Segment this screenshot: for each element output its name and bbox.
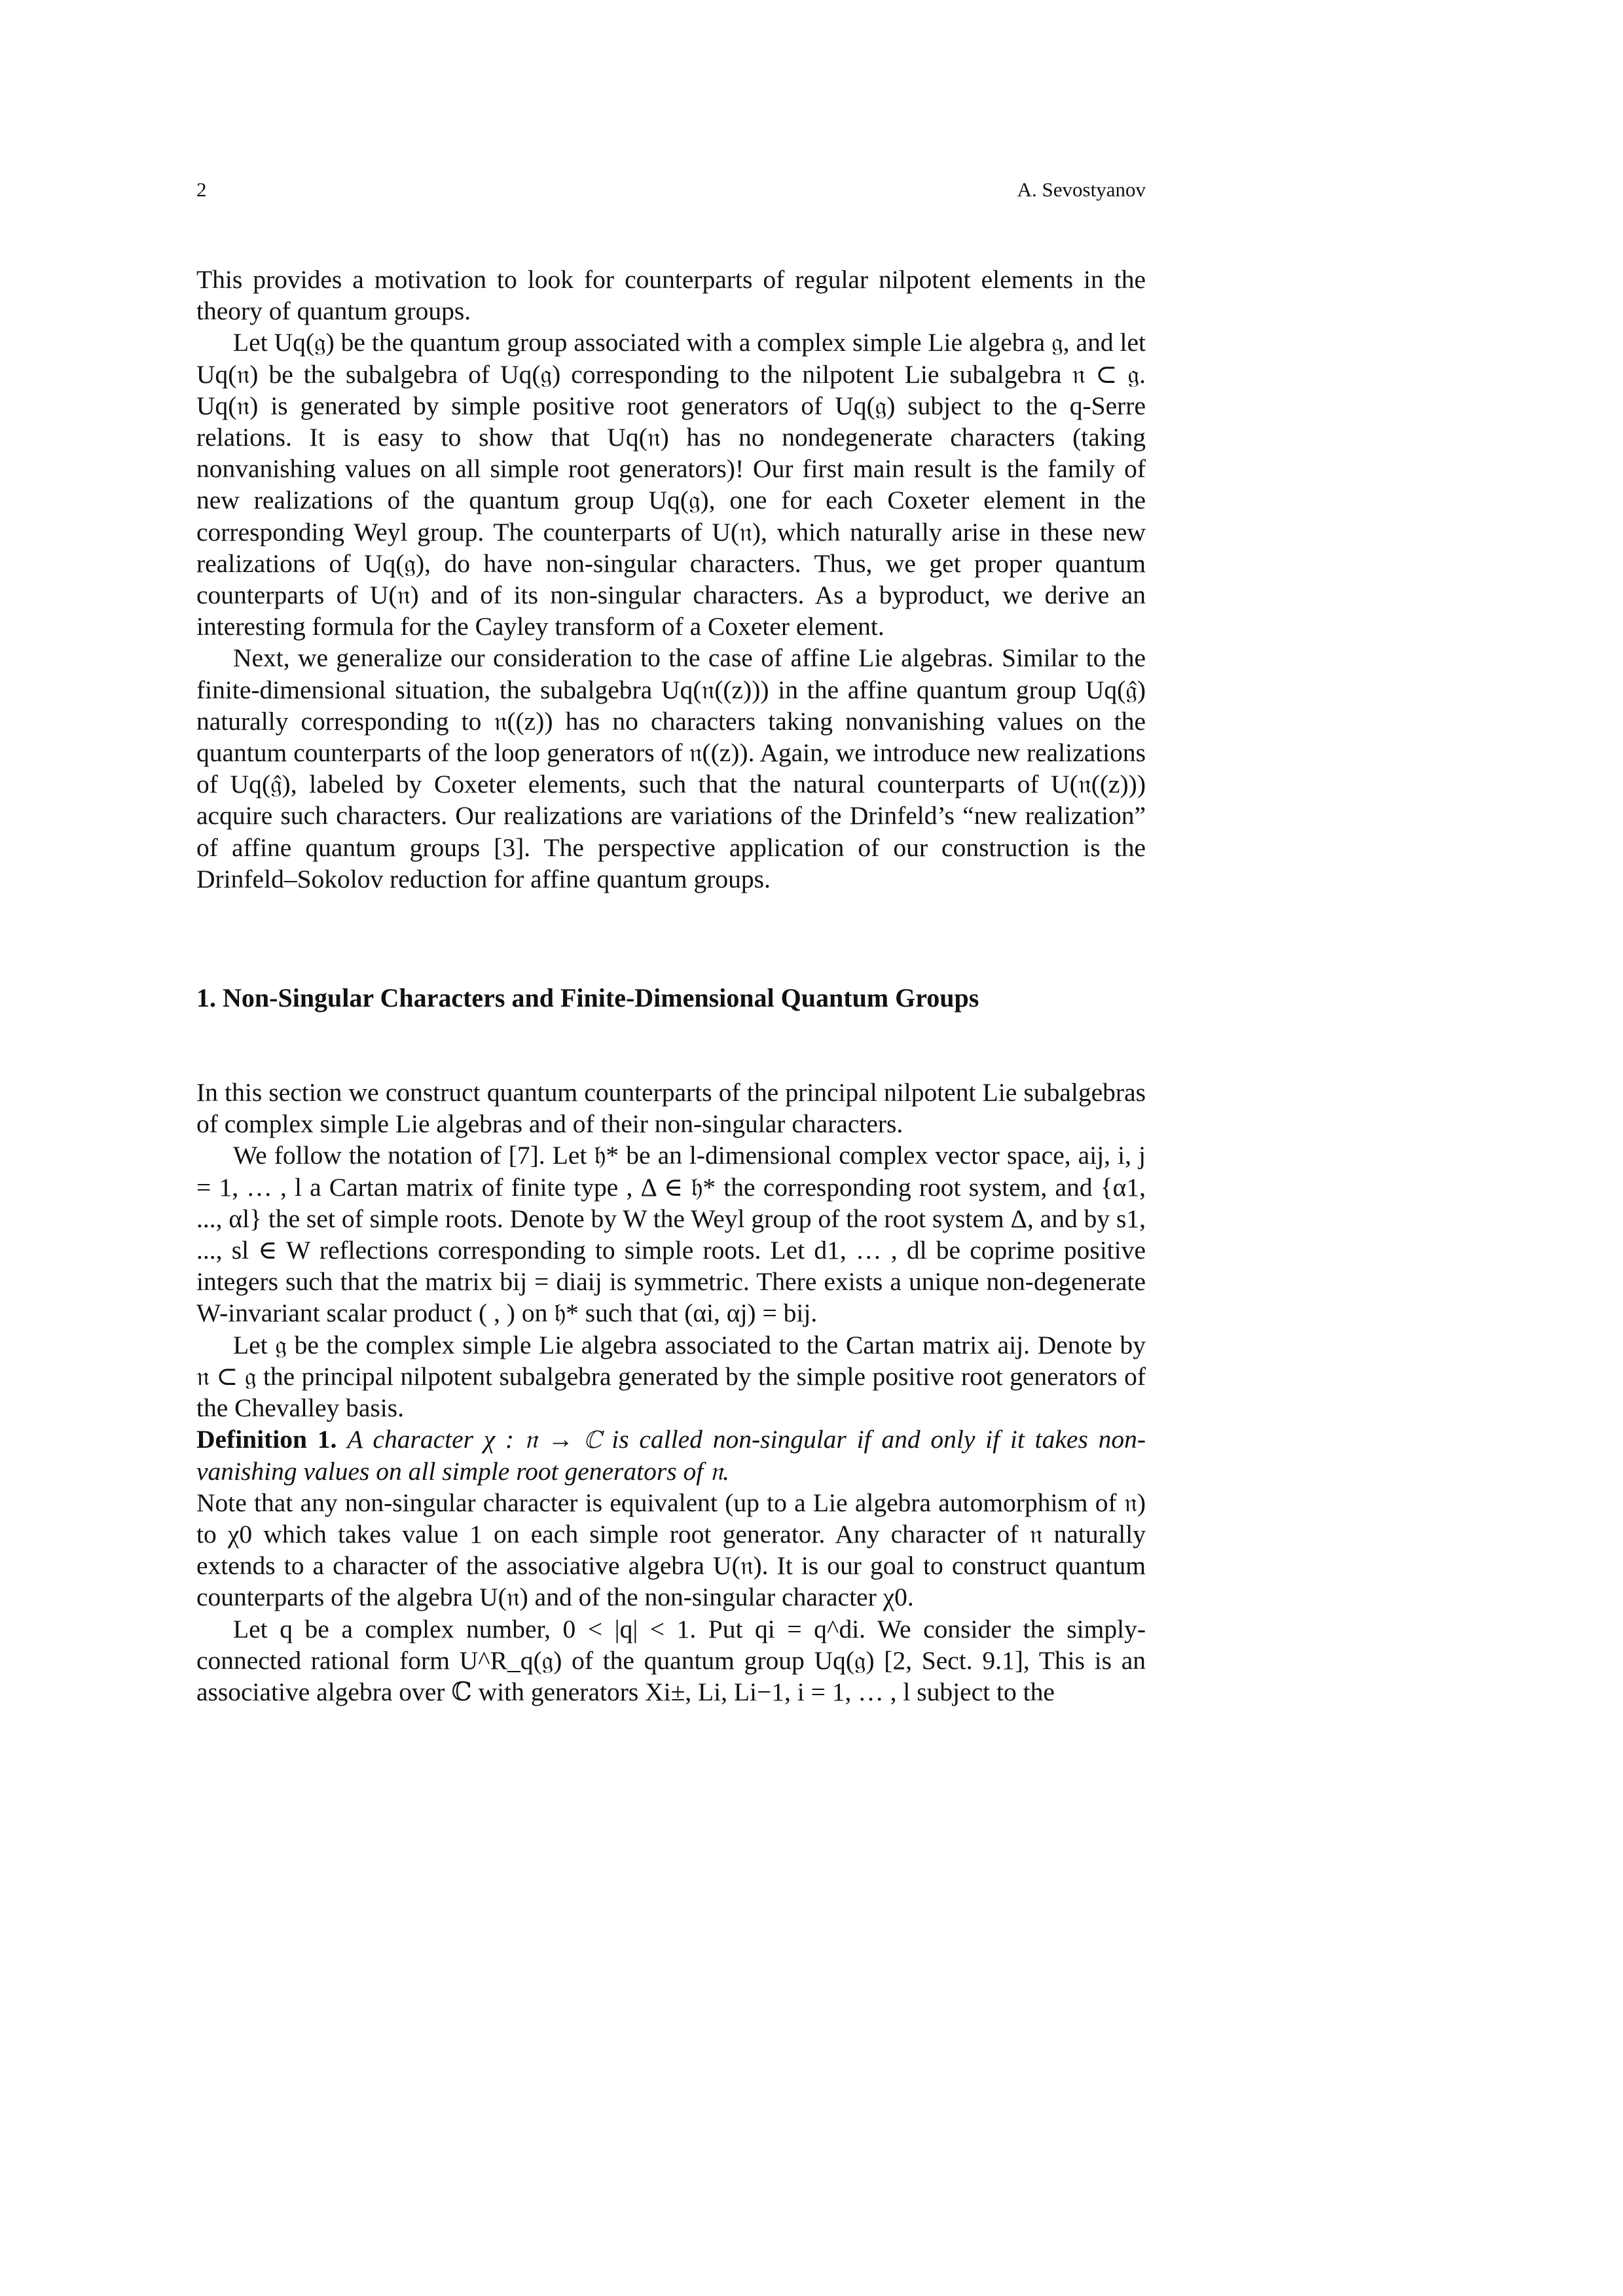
definition-block: [196, 1424, 1146, 1486]
section-paragraph-1: In this section we construct quantum counterparts of the principal nilpotent Lie subalgebras of complex simple Lie algebras and of their non-singular characters.: [196, 1078, 1146, 1139]
section-paragraph-4: Note that any non-singular character is equivalent (up to a Lie algebra automorphism of 𝔫) to χ0 which takes value 1 on each simple root generator. Any character of 𝔫 naturally extends to a character of the associative algebra U(𝔫). It is our goal to construct quantum counterparts of the algebra U(𝔫) and of the non-singular character χ0.: [196, 1488, 1146, 1612]
section-paragraph-2: We follow the notation of [7]. Let 𝔥* be an l-dimensional complex vector space, aij, i, j = 1, … , l a Cartan matrix of finite type , Δ ∈ 𝔥* the corresponding root system, and {α1, ..., αl} the set of simple roots. Denote by W the Weyl group of the root system Δ, and by s1, ..., sl ∈ W reflections corresponding to simple roots. Let d1, … , dl be coprime positive integers such that the matrix bij = diaij is symmetric. There exists a unique non-degenerate W-invariant scalar product ( , ) on 𝔥* such that (αi, αj) = bij.: [196, 1141, 1146, 1328]
main-text: [196, 264, 1146, 1708]
section-paragraph-5: Let q be a complex number, 0 < |q| < 1. Put qi = q^di. We consider the simply-connected rational form U^R_q(𝔤) of the quantum group Uq(𝔤) [2, Sect. 9.1], This is an associative algebra over ℂ with generators Xi±, Li, Li−1, i = 1, … , l subject to the: [196, 1614, 1146, 1706]
running-head: [196, 177, 1146, 203]
section-heading: 1. Non-Singular Characters and Finite-Dimensional Quantum Groups: [196, 983, 979, 1013]
page-number: 2: [196, 178, 207, 201]
intro-paragraph-1: This provides a motivation to look for counterparts of regular nilpotent elements in the theory of quantum groups.: [196, 265, 1146, 326]
paper-page: [196, 177, 1146, 1708]
definition-label: Definition 1.: [196, 1425, 337, 1454]
definition-text: A character χ : 𝔫 → ℂ is called non-singular if and only if it takes non-vanishing values on all simple root generators of 𝔫.: [196, 1425, 1146, 1486]
author-name: A. Sevostyanov: [1017, 178, 1146, 201]
section-paragraph-3: Let 𝔤 be the complex simple Lie algebra associated to the Cartan matrix aij. Denote by 𝔫 ⊂ 𝔤 the principal nilpotent subalgebra generated by the simple positive root generators of the Chevalley basis.: [196, 1330, 1146, 1423]
intro-paragraph-2: Let Uq(𝔤) be the quantum group associated with a complex simple Lie algebra 𝔤, and let Uq(𝔫) be the subalgebra of Uq(𝔤) corresponding to the nilpotent Lie subalgebra 𝔫 ⊂ 𝔤. Uq(𝔫) is generated by simple positive root generators of Uq(𝔤) subject to the q-Serre relations. It is easy to show that Uq(𝔫) has no nondegenerate characters (taking nonvanishing values on all simple root generators)! Our first main result is the family of new realizations of the quantum group Uq(𝔤), one for each Coxeter element in the corresponding Weyl group. The counterparts of U(𝔫), which naturally arise in these new realizations of Uq(𝔤), do have non-singular characters. Thus, we get proper quantum counterparts of U(𝔫) and of its non-singular characters. As a byproduct, we derive an interesting formula for the Cayley transform of a Coxeter element.: [196, 328, 1146, 641]
intro-paragraph-3: Next, we generalize our consideration to the case of affine Lie algebras. Similar to the finite-dimensional situation, the subalgebra Uq(𝔫((z))) in the affine quantum group Uq(𝔤̂) naturally corresponding to 𝔫((z)) has no characters taking nonvanishing values on the quantum counterparts of the loop generators of 𝔫((z)). Again, we introduce new realizations of Uq(𝔤̂), labeled by Coxeter elements, such that the natural counterparts of U(𝔫((z))) acquire such characters. Our realizations are variations of the Drinfeld’s “new realization” of affine quantum groups [3]. The perspective application of our construction is the Drinfeld–Sokolov reduction for affine quantum groups.: [196, 643, 1146, 893]
